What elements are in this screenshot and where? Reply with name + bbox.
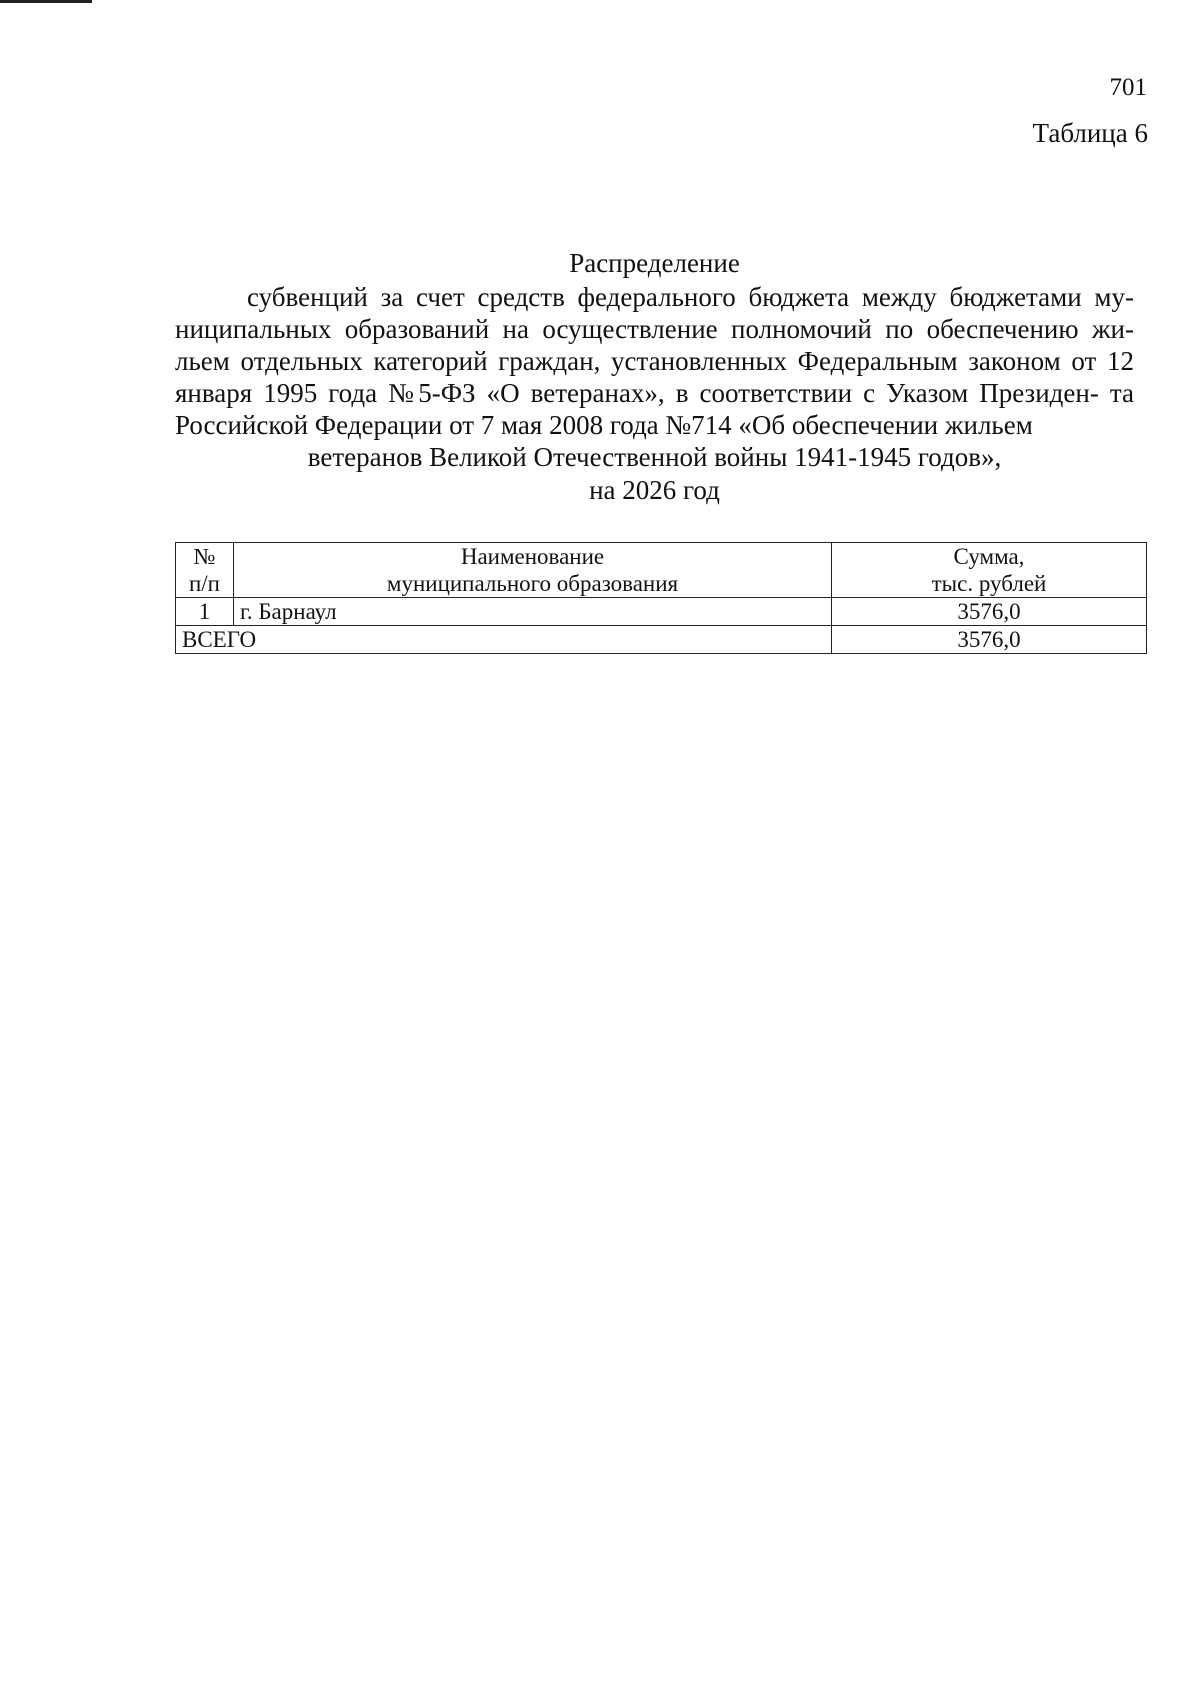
description-line: льем отдельных категорий граждан, установленных Федеральным законом от	[175, 346, 1097, 376]
table-header-row	[176, 543, 1147, 598]
header-num-line1: №	[193, 544, 216, 569]
header-sum-cell	[832, 543, 1147, 598]
table-total-row	[176, 626, 1147, 654]
total-label-cell: ВСЕГО	[176, 626, 832, 654]
header-sum-line2: тыс. рублей	[931, 571, 1047, 596]
description-line: 12 января 1995 года №5-ФЗ «О ветеранах», в соответствии с Указом Президен-	[175, 346, 1134, 408]
header-num-line2: п/п	[188, 571, 220, 596]
header-name-cell	[234, 543, 832, 598]
table-row	[176, 598, 1147, 626]
document-heading: Распределение	[569, 248, 740, 278]
description-line: та Российской Федерации от 7 мая 2008 года №714 «Об обеспечении жильем	[175, 378, 1135, 440]
row-sum-cell: 3576,0	[832, 598, 1147, 626]
header-name-line1: Наименование	[460, 544, 605, 569]
row-name-cell: г. Барнаул	[234, 598, 832, 626]
header-name-line2: муниципального образования	[386, 571, 679, 596]
description-line: ниципальных образований на осуществление полномочий по обеспечению жи-	[175, 314, 1134, 344]
table-label: Таблица 6	[1032, 118, 1148, 148]
description-line: ветеранов Великой Отечественной войны 1941-1945 годов»,	[307, 442, 1002, 472]
total-sum-cell: 3576,0	[832, 626, 1147, 654]
description-line: субвенций за счет средств федерального бюджета между бюджетами му-	[247, 282, 1134, 312]
header-sum-line1: Сумма,	[953, 544, 1025, 569]
top-scan-rule	[0, 0, 92, 3]
year-line: на 2026 год	[589, 475, 720, 505]
row-num-cell: 1	[176, 598, 234, 626]
page-number: 701	[1109, 74, 1147, 101]
header-num-cell	[176, 543, 234, 598]
allocation-table	[175, 542, 1147, 654]
document-description	[175, 281, 1134, 473]
